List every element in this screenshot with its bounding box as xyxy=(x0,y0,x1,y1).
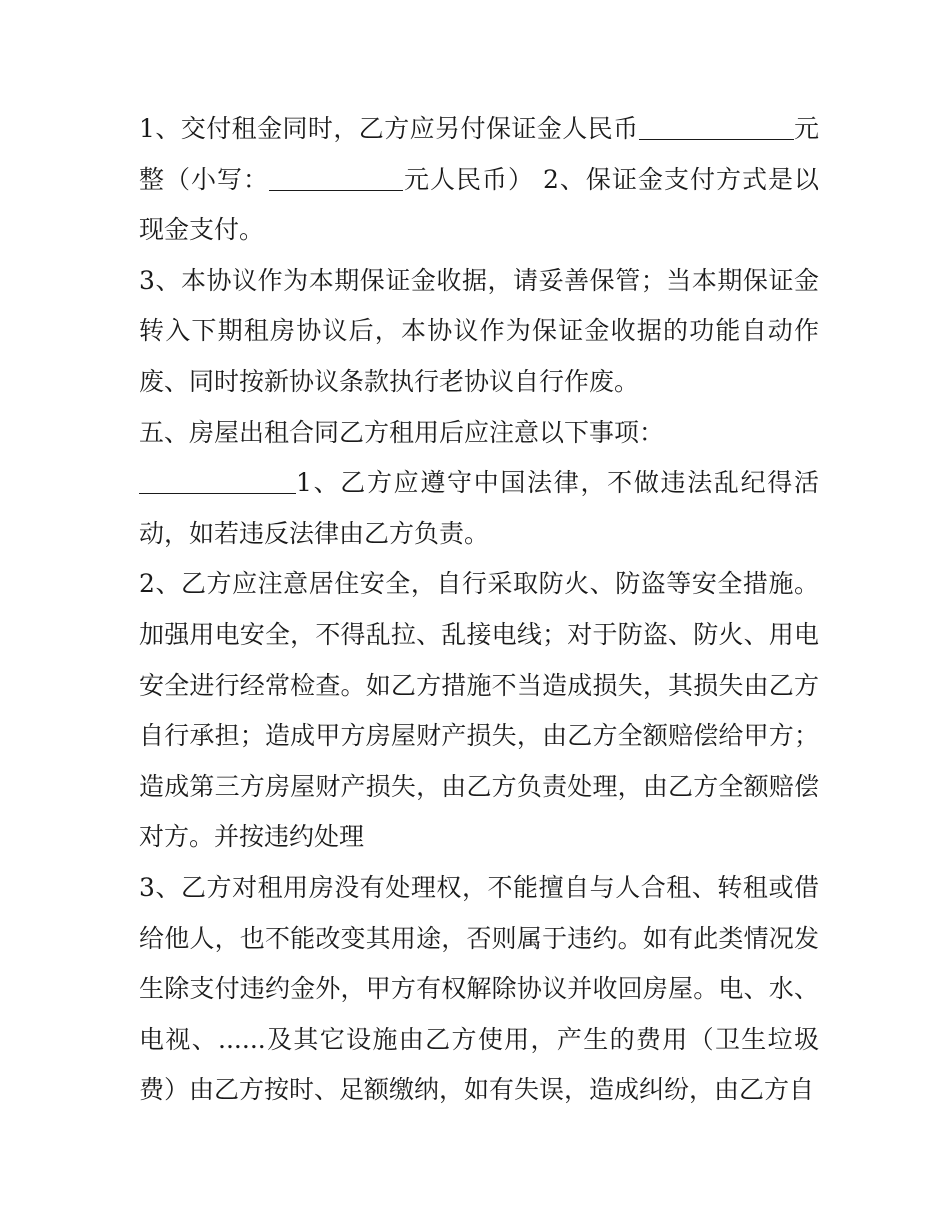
paragraph-safety: 2、乙方应注意居住安全，自行采取防火、防盗等安全措施。加强用电安全，不得乱拉、乱接电线；对于防盗、防火、用电安全进行经常检查。如乙方措施不当造成损失，其损失由乙方自行承担；造成甲方房屋财产损失，由乙方全额赔偿给甲方；造成第三方房屋财产损失，由乙方负责处理，由乙方全额赔偿对方。并按违约处理 xyxy=(139,569,819,852)
paragraph-obey-law xyxy=(139,458,819,559)
deposit-lowercase-blank xyxy=(269,163,403,190)
notes-blank xyxy=(139,467,296,494)
deposit-amount-blank xyxy=(639,113,794,140)
document-body xyxy=(139,104,819,1116)
obey-law-text: 1、乙方应遵守中国法律，不做违法乱纪得活动，如若违反法律由乙方负责。 xyxy=(139,468,819,548)
paragraph-no-sublet: 3、乙方对租用房没有处理权，不能擅自与人合租、转租或借给他人，也不能改变其用途，否则属于违约。如有此类情况发生除支付违约金外，甲方有权解除协议并收回房屋。电、水、电视、......及其它设施由乙方使用，产生的费用（卫生垃圾费）由乙方按时、足额缴纳，如有失误，造成纠纷，由乙方自 xyxy=(139,872,819,1105)
deposit-amount-text: 1、交付租金同时，乙方应另付保证金人民币 xyxy=(139,114,639,143)
paragraph-deposit-receipt: 3、本协议作为本期保证金收据，请妥善保管；当本期保证金转入下期租房协议后，本协议作为保证金收据的功能自动作废、同时按新协议条款执行老协议自行作废。 xyxy=(139,265,819,396)
paragraph-deposit-payment xyxy=(139,104,819,256)
section-heading-tenant-notes: 五、房屋出租合同乙方租用后应注意以下事项： xyxy=(139,417,665,447)
deposit-lowercase-label: 元整（小写： xyxy=(139,114,819,194)
deposit-method-text: 元人民币） 2、保证金支付方式是以现金支付。 xyxy=(139,164,819,245)
